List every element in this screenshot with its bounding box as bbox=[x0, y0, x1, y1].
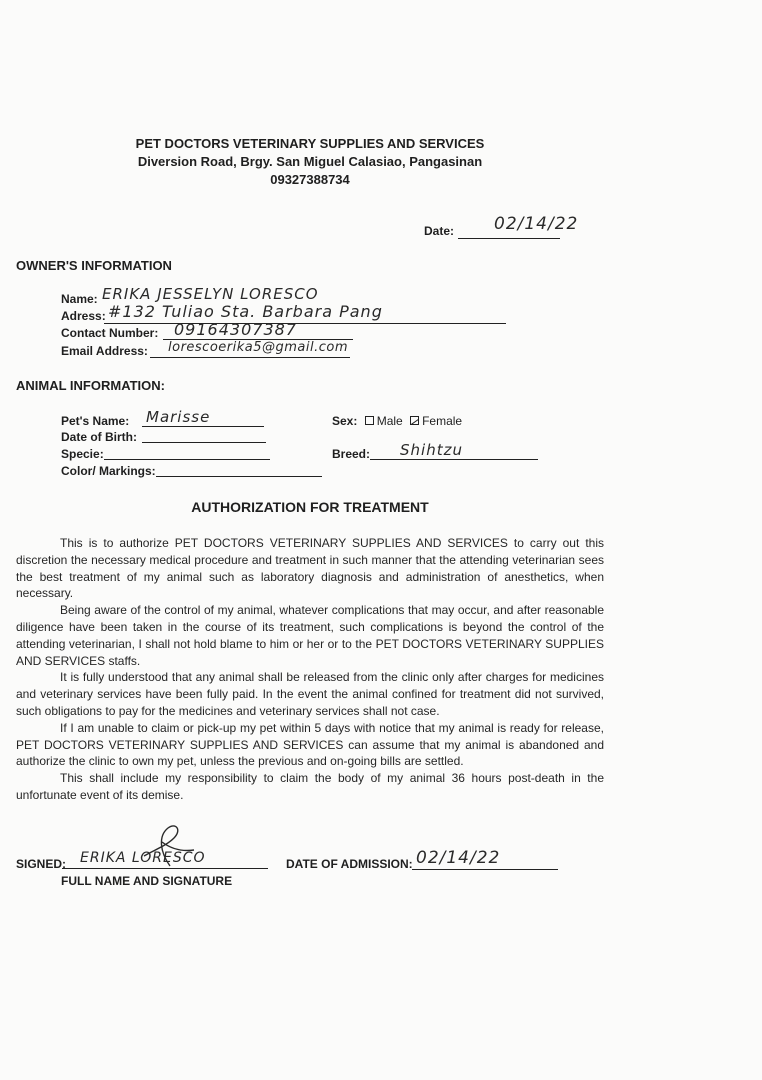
breed-value: Shihtzu bbox=[400, 441, 463, 459]
authorization-paragraph-5: This shall include my responsibility to claim the body of my animal 36 hours post-death in the unfortunate event of its demise. bbox=[16, 771, 604, 802]
owner-address-line bbox=[104, 323, 506, 324]
owner-address-label: Adress: bbox=[61, 309, 106, 323]
date-value: 02/14/22 bbox=[494, 214, 579, 234]
owner-name-label: Name: bbox=[61, 292, 98, 306]
clinic-phone: 09327388734 bbox=[270, 172, 350, 187]
male-checkbox bbox=[365, 416, 374, 425]
authorization-paragraph-2: Being aware of the control of my animal, whatever complications that may occur, and after reasonable diligence have been taken in the course of its treatment, such complications is beyond the control of the attending veterinarian, I shall not hold blame to him or her or to the PET DOCTORS VETERINARY SUPPLIES AND SERVICES staffs. bbox=[16, 603, 604, 668]
specie-label: Specie: bbox=[61, 447, 104, 461]
signed-label: SIGNED: bbox=[16, 857, 67, 871]
authorization-paragraph-3: It is fully understood that any animal shall be released from the clinic only after charges for medicines and veterinary services have been fully paid. In the event the animal confined for treatment did not survived, such obligations to pay for the medicines and veterinary services shall not case. bbox=[16, 670, 604, 718]
color-label: Color/ Markings: bbox=[61, 464, 156, 478]
breed-line bbox=[370, 459, 538, 460]
authorization-paragraph-4: If I am unable to claim or pick-up my pet within 5 days with notice that my animal is ready for release, PET DOCTORS VETERINARY SUPPLIES AND SERVICES can assume that my animal is abandoned and authorize the clinic to own my pet, unless the previous and on-going bills are settled. bbox=[16, 720, 604, 769]
pet-name-line bbox=[142, 426, 264, 427]
signature-caption: FULL NAME AND SIGNATURE bbox=[61, 874, 233, 888]
date-label: Date: bbox=[424, 224, 455, 238]
dob-line bbox=[142, 442, 266, 443]
owner-section-title: OWNER'S INFORMATION bbox=[16, 258, 172, 273]
email-value: lorescoerika5@gmail.com bbox=[168, 340, 349, 355]
pet-name-label: Pet's Name: bbox=[61, 414, 130, 428]
email-line bbox=[150, 357, 350, 358]
specie-line bbox=[104, 459, 270, 460]
sex-label bbox=[332, 414, 462, 428]
dob-label: Date of Birth: bbox=[61, 430, 137, 444]
signed-value: ERIKA LORESCO bbox=[80, 850, 206, 866]
contact-value: 09164307387 bbox=[174, 320, 297, 339]
admission-label: DATE OF ADMISSION: bbox=[286, 857, 413, 871]
contact-label: Contact Number: bbox=[61, 326, 159, 340]
clinic-address: Diversion Road, Brgy. San Miguel Calasiao, Pangasinan bbox=[137, 154, 483, 169]
clinic-name: PET DOCTORS VETERINARY SUPPLIES AND SERVICES bbox=[135, 136, 485, 151]
authorization-body bbox=[16, 535, 604, 804]
date-line bbox=[458, 238, 560, 239]
owner-address-value: #132 Tuliao Sta. Barbara Pang bbox=[108, 302, 383, 321]
sex-label-text: Sex: bbox=[332, 414, 358, 428]
female-checkbox bbox=[410, 416, 419, 425]
email-label: Email Address: bbox=[61, 344, 148, 358]
admission-value: 02/14/22 bbox=[416, 848, 501, 868]
signature-line bbox=[62, 868, 268, 869]
pet-name-value: Marisse bbox=[146, 408, 211, 426]
color-line bbox=[156, 476, 322, 477]
sex-female: Female bbox=[422, 414, 463, 428]
admission-line bbox=[412, 869, 558, 870]
breed-label: Breed: bbox=[332, 447, 371, 461]
authorization-title: AUTHORIZATION FOR TREATMENT bbox=[191, 499, 429, 515]
animal-section-title: ANIMAL INFORMATION: bbox=[16, 378, 165, 393]
authorization-paragraph-1: This is to authorize PET DOCTORS VETERINARY SUPPLIES AND SERVICES to carry out this discretion the necessary medical procedure and treatment in such manner that the attending veterinarian sees the best treatment of my animal such as laboratory diagnosis and administration of anesthetics, when necessary. bbox=[16, 536, 604, 601]
sex-male: Male bbox=[376, 414, 403, 428]
owner-name-value: ERIKA JESSELYN LORESCO bbox=[102, 285, 319, 303]
